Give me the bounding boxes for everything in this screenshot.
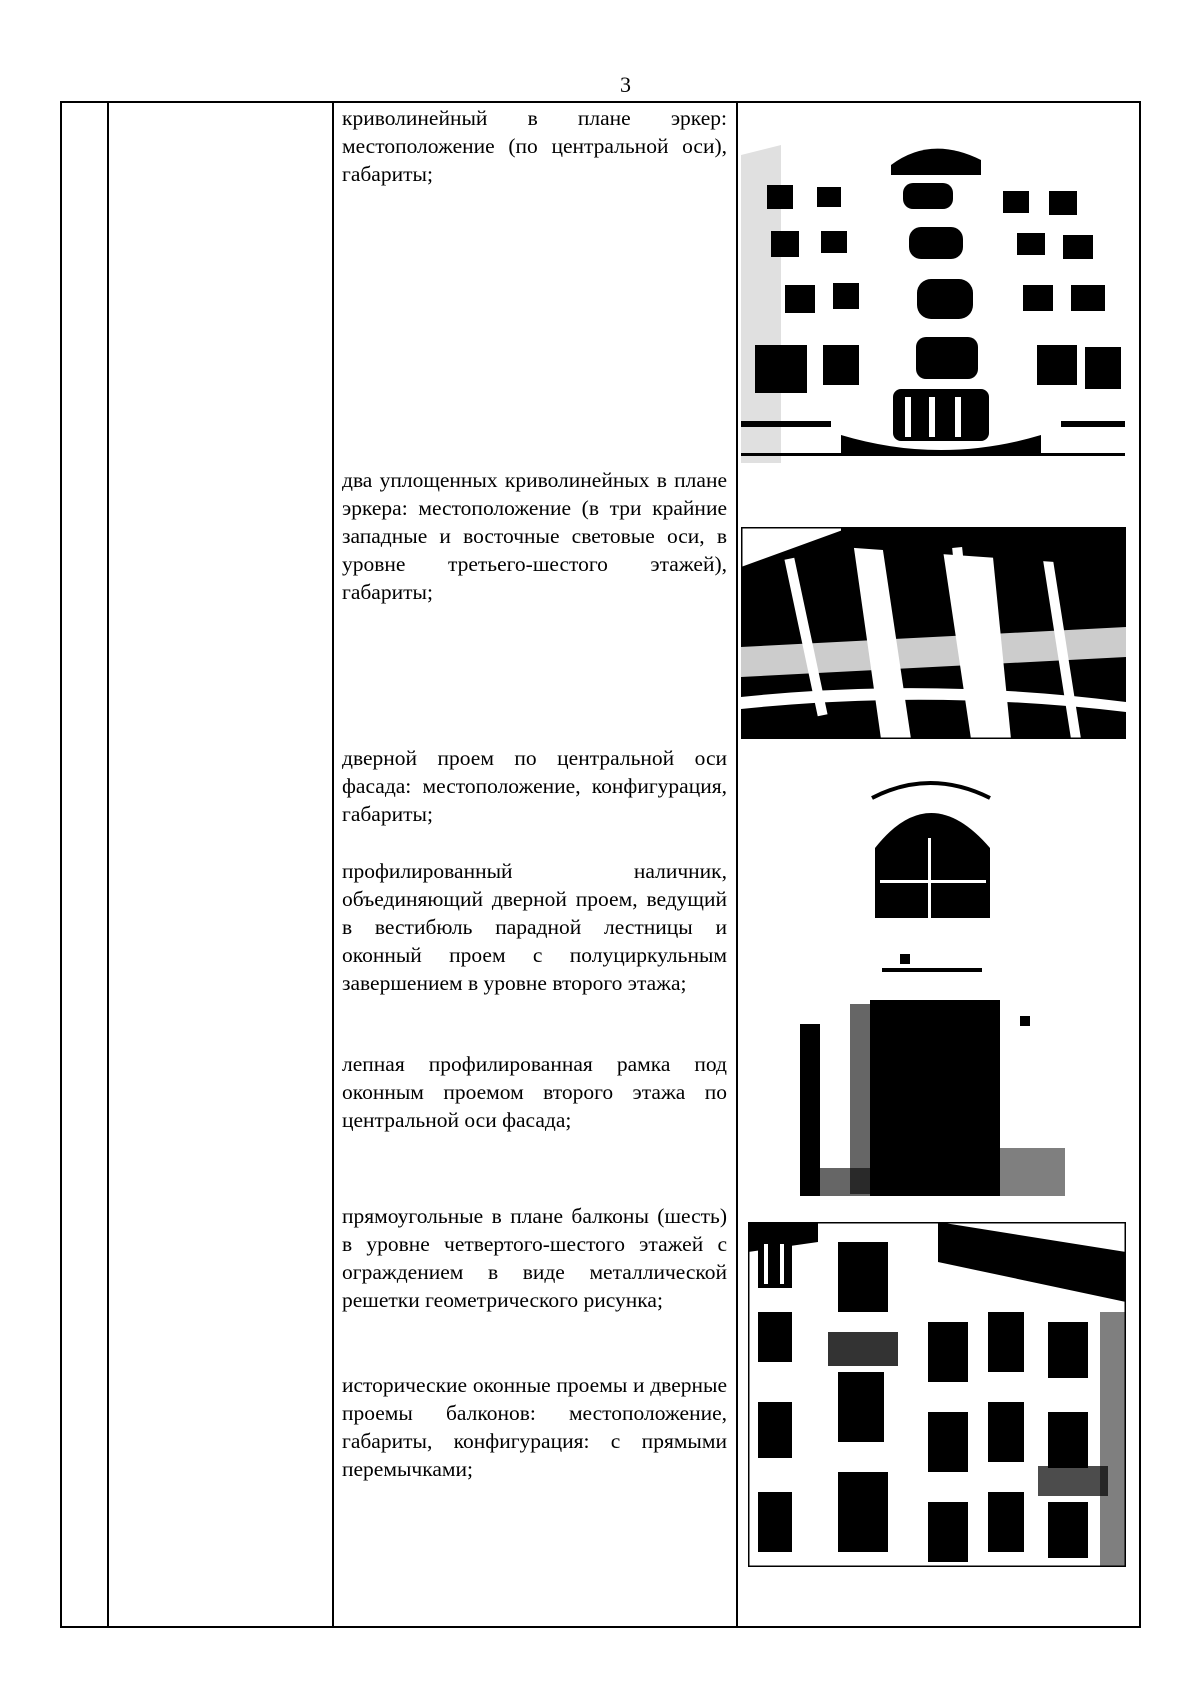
table-top-border bbox=[60, 101, 1141, 103]
feature-item: прямоугольные в плане балконы (шесть) в уровне четвертого-шестого этажей с ограждением в виде металлической решетки геометрического рисунка; bbox=[342, 1204, 727, 1312]
feature-item: дверной проем по центральной оси фасада: местоположение, конфигурация, габариты; bbox=[342, 746, 727, 826]
page-number: 3 bbox=[620, 72, 631, 97]
curved-bays-photo bbox=[741, 527, 1126, 739]
feature-item: исторические оконные проемы и дверные проемы балконов: местоположение, габариты, конфигурация: с прямыми перемычками; bbox=[342, 1373, 727, 1481]
feature-item: криволинейный в плане эркер: местоположение (по центральной оси), габариты; bbox=[342, 106, 727, 186]
table-column-divider bbox=[736, 101, 738, 1628]
building-facade-bay-photo bbox=[741, 135, 1125, 463]
table-column-divider bbox=[107, 101, 109, 1628]
balconies-facade-photo bbox=[748, 1222, 1126, 1567]
table-column-divider bbox=[1139, 101, 1141, 1628]
table-column-divider bbox=[332, 101, 334, 1628]
entrance-portal-photo bbox=[800, 768, 1065, 1196]
table-column-divider bbox=[60, 101, 62, 1628]
table-bottom-border bbox=[60, 1626, 1141, 1628]
feature-item: лепная профилированная рамка под оконным проемом второго этажа по центральной оси фасада; bbox=[342, 1052, 727, 1132]
feature-item: профилированный наличник, объединяющий дверной проем, ведущий в вестибюль парадной лестницы и оконный проем с полуциркульным завершением в уровне второго этажа; bbox=[342, 859, 727, 995]
feature-item: два уплощенных криволинейных в плане эркера: местоположение (в три крайние западные и восточные световые оси, в уровне третьего-шестого этажей), габариты; bbox=[342, 468, 727, 604]
